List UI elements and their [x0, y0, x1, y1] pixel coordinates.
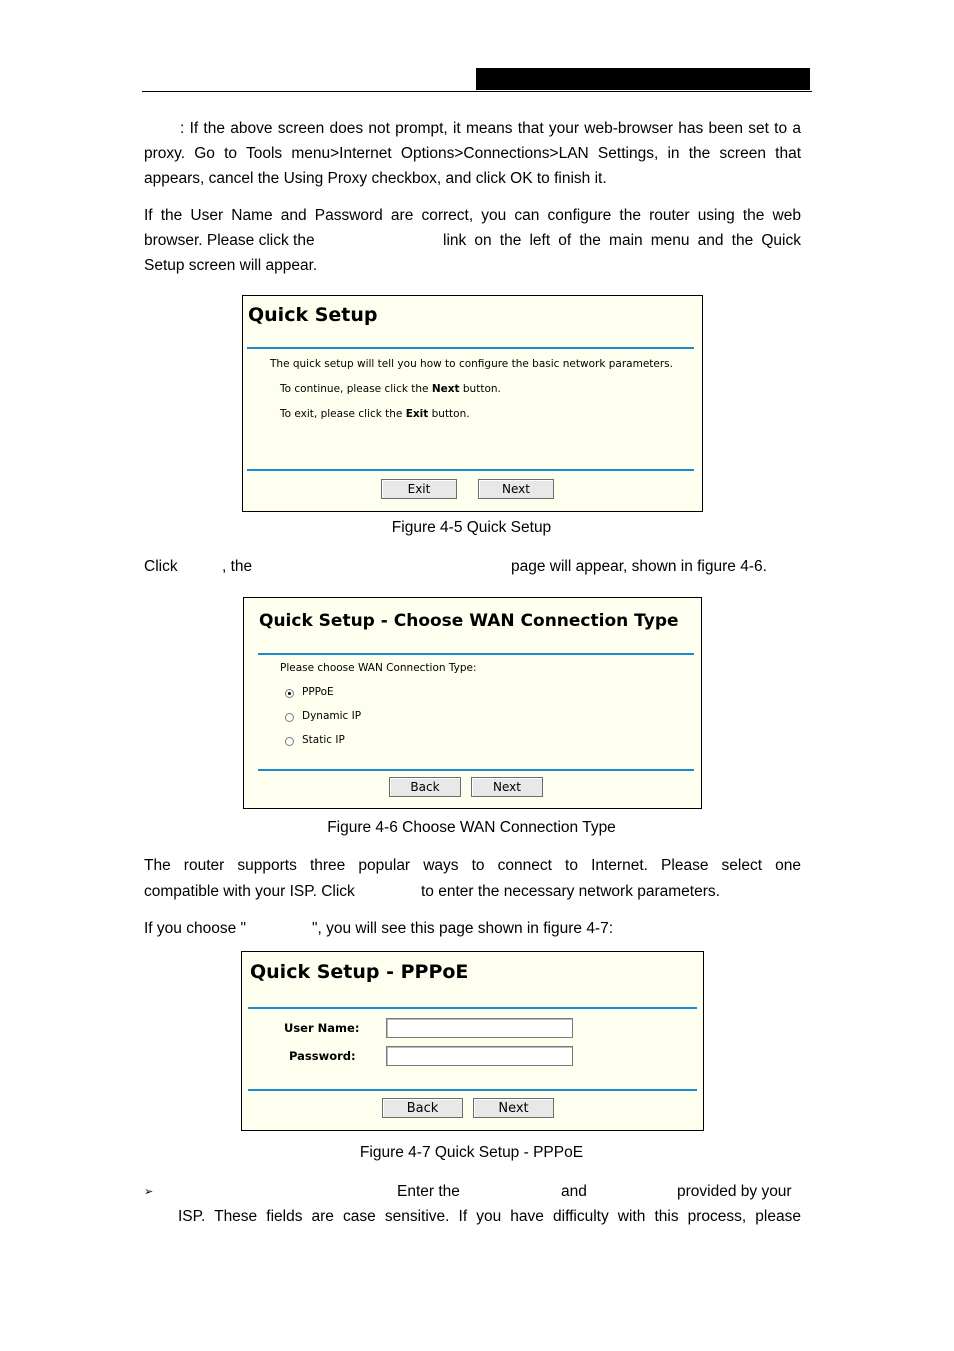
- pppoe-label: PPPoE: [302, 686, 334, 698]
- password-label: Password:: [289, 1049, 356, 1063]
- static-ip-radio[interactable]: [285, 737, 294, 746]
- para5-b: ", you will see this page shown in figure 4-7:: [312, 920, 614, 937]
- figure-4-6-caption: Figure 4-6 Choose WAN Connection Type: [327, 819, 616, 836]
- note-paragraph: : If the above screen does not prompt, it means that your web-browser has been set to a proxy. Go to Tools menu>Internet Options>Connections>LAN Settings, in the screen that appears, cancel the Using Proxy checkbox, and click OK to finish it.: [144, 120, 801, 187]
- next-button[interactable]: Next: [473, 1098, 554, 1118]
- wan-type-panel: [243, 597, 702, 809]
- footer-rule: [258, 769, 694, 771]
- para3-rest: page will appear, shown in figure 4-6.: [511, 558, 767, 575]
- para2-line2b: link on the left of the main menu and the Quick: [443, 232, 801, 249]
- para4-line1: The router supports three popular ways to connect to Internet. Please select one: [144, 857, 801, 874]
- continue-text: To continue, please click the Next button.: [280, 383, 501, 395]
- next-button[interactable]: Next: [478, 479, 554, 499]
- bullet-line2: ISP. These fields are case sensitive. If you have difficulty with this process, please: [178, 1208, 801, 1225]
- para2-line3: Setup screen will appear.: [144, 257, 318, 274]
- title-rule: [258, 653, 694, 655]
- para4-line2b: to enter the necessary network parameters.: [421, 883, 720, 900]
- para2-line1: If the User Name and Password are correct, you can configure the router using the web: [144, 207, 801, 224]
- wan-prompt: Please choose WAN Connection Type:: [280, 662, 477, 674]
- back-button[interactable]: Back: [382, 1098, 463, 1118]
- exit-button[interactable]: Exit: [381, 479, 457, 499]
- panel-title: Quick Setup - Choose WAN Connection Type: [259, 611, 679, 631]
- pppoe-panel: [241, 951, 704, 1131]
- bullet-enter-the: Enter the: [397, 1183, 460, 1200]
- static-ip-label: Static IP: [302, 734, 345, 746]
- para2-line2a: browser. Please click the: [144, 232, 315, 249]
- next-button[interactable]: Next: [471, 777, 543, 797]
- footer-rule: [248, 1089, 697, 1091]
- figure-4-5-caption: Figure 4-5 Quick Setup: [391, 519, 552, 536]
- user-name-input[interactable]: [386, 1018, 573, 1038]
- exit-text: To exit, please click the Exit button.: [280, 408, 470, 420]
- pppoe-radio[interactable]: [285, 689, 294, 698]
- dynamic-ip-radio[interactable]: [285, 713, 294, 722]
- header-rule: [142, 91, 812, 92]
- figure-4-7-caption: Figure 4-7 Quick Setup - PPPoE: [359, 1144, 584, 1161]
- footer-rule: [247, 469, 694, 471]
- back-button[interactable]: Back: [389, 777, 461, 797]
- para3-the: , the: [222, 558, 253, 575]
- title-rule: [248, 1007, 697, 1009]
- intro-text: The quick setup will tell you how to configure the basic network parameters.: [270, 358, 673, 370]
- user-name-label: User Name:: [284, 1021, 360, 1035]
- quick-setup-panel: [242, 295, 703, 512]
- para5-a: If you choose ": [144, 920, 247, 937]
- para4-line2a: compatible with your ISP. Click: [144, 883, 355, 900]
- panel-title: Quick Setup - PPPoE: [250, 961, 469, 983]
- bullet-provided: provided by your: [677, 1183, 792, 1200]
- bullet-and: and: [561, 1183, 587, 1200]
- dynamic-ip-label: Dynamic IP: [302, 710, 362, 722]
- panel-title: Quick Setup: [248, 304, 378, 326]
- password-input[interactable]: [386, 1046, 573, 1066]
- para3-click: Click: [144, 558, 178, 575]
- title-rule: [247, 347, 694, 349]
- header-bar: [476, 68, 810, 90]
- bullet-marker: ➢: [144, 1186, 154, 1198]
